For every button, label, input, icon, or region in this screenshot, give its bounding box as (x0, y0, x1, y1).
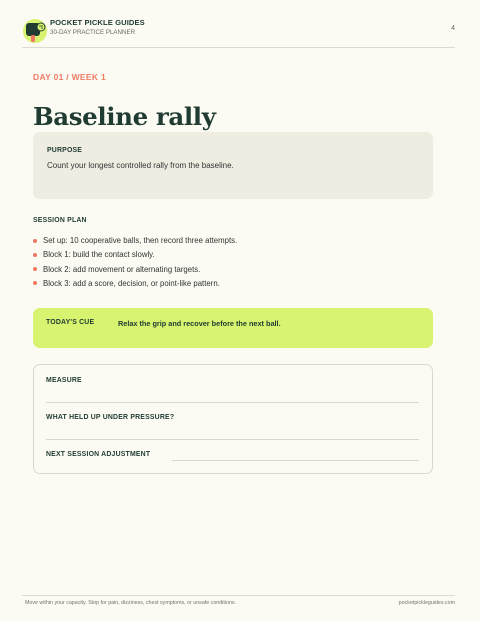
todays-cue-panel (33, 308, 433, 348)
day-week-label: DAY 01 / WEEK 1 (33, 72, 107, 82)
session-plan-list (33, 236, 237, 293)
brand-title: POCKET PICKLE GUIDES (50, 18, 145, 27)
bullet-icon (33, 253, 37, 257)
brand-subtitle: 30-DAY PRACTICE PLANNER (50, 29, 136, 36)
todays-cue-text: Relax the grip and recover before the next ball. (118, 319, 281, 328)
session-plan-item (33, 250, 237, 264)
bullet-icon (33, 281, 37, 285)
pressure-label: WHAT HELD UP UNDER PRESSURE? (46, 414, 175, 421)
page-number: 4 (451, 25, 455, 32)
session-plan-item-text: Block 1: build the contact slowly. (43, 250, 155, 260)
purpose-heading: PURPOSE (47, 147, 83, 154)
page-header (22, 16, 455, 48)
measure-label: MEASURE (46, 377, 82, 384)
session-plan-item (33, 265, 237, 279)
website-link[interactable]: pocketpickleguides.com (398, 600, 455, 606)
session-plan-item-text: Block 2: add movement or alternating targets. (43, 264, 201, 274)
session-log-panel (33, 364, 433, 474)
bullet-icon (33, 239, 37, 243)
lesson-title: Baseline rally (33, 102, 216, 132)
todays-cue-label: TODAY'S CUE (46, 319, 95, 326)
next-session-adjustment-write-line[interactable] (172, 460, 419, 461)
session-plan-item-text: Set up: 10 cooperative balls, then record three attempts. (43, 236, 238, 245)
measure-write-line[interactable] (46, 402, 419, 403)
bullet-icon (33, 267, 37, 271)
session-plan-heading: SESSION PLAN (33, 217, 87, 224)
footer-divider (22, 595, 455, 596)
header-divider (22, 47, 455, 48)
safety-disclaimer: Move within your capacity. Stop for pain, dizziness, chest symptoms, or unsafe conditions. (25, 600, 236, 606)
session-plan-item-text: Block 3: add a score, decision, or point-like pattern. (43, 278, 220, 288)
purpose-text: Count your longest controlled rally from the baseline. (47, 161, 234, 170)
session-plan-item (33, 279, 237, 293)
purpose-panel (33, 132, 433, 199)
next-session-adjustment-label: NEXT SESSION ADJUSTMENT (46, 451, 151, 458)
session-plan-item (33, 236, 237, 250)
pickleball-paddle-icon (22, 18, 48, 44)
pressure-write-line[interactable] (46, 439, 419, 440)
